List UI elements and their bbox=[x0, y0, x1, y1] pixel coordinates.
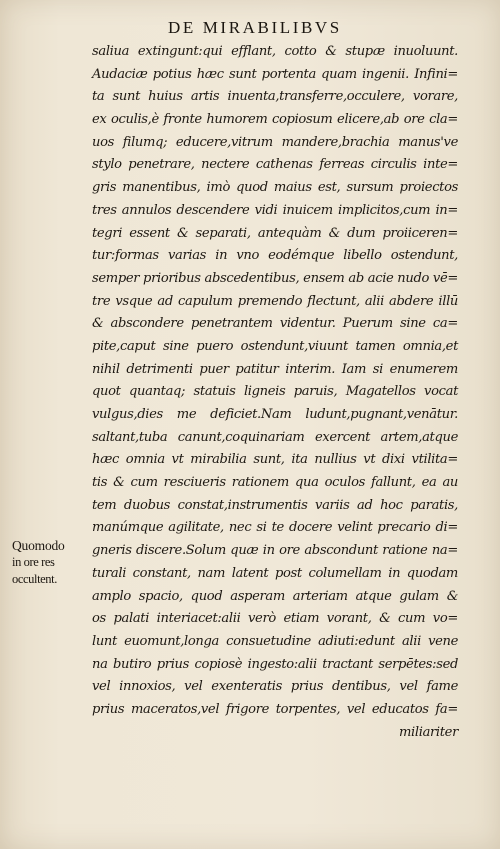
text-line: saliua extingunt:qui efflant, cotto & stupæ inuoluunt. bbox=[92, 44, 458, 59]
marginal-note-line: in ore res bbox=[12, 555, 55, 569]
text-line: stylo penetrare, nectere cathenas ferreas circulis inte= bbox=[92, 157, 458, 173]
marginal-note-line: Quomodo bbox=[12, 538, 65, 553]
text-line: gris manentibus, imò quod maius est, sursum proiectos bbox=[92, 180, 458, 196]
text-line: tis & cum resciueris rationem qua oculos fallunt, ea au bbox=[92, 475, 458, 491]
text-line: amplo spacio, quod asperam arteriam atque gulam & bbox=[92, 588, 458, 604]
text-line: tres annulos descendere vidi inuicem implicitos,cum in= bbox=[92, 202, 458, 218]
text-line: quot quantaq; statuis ligneis paruis, Magatellos vocat bbox=[92, 384, 458, 400]
text-line: miliariter bbox=[398, 724, 458, 740]
text-line: pite,caput sine puero ostendunt,viuunt tamen omnia,et bbox=[92, 338, 458, 354]
text-line: saltant,tuba canunt,coquinariam exercent artem,atque bbox=[92, 429, 458, 445]
text-line: ex oculis,è fronte humorem copiosum elicere,ab ore cla= bbox=[92, 112, 458, 128]
text-line: tur:formas varias in vno eodémque libello ostendunt, bbox=[92, 248, 458, 264]
text-line: na butiro prius copiosè ingesto:alii tractant serpētes:sed bbox=[92, 656, 458, 672]
text-line: hæc omnia vt mirabilia sunt, ita nullius vt dixi vtilita= bbox=[92, 452, 458, 468]
text-line: prius maceratos,vel frigore torpentes, vel educatos fa= bbox=[92, 701, 458, 717]
text-line: tegri essent & separati, antequàm & dum proiiceren= bbox=[92, 225, 458, 241]
text-line: turali constant, nam latent post columellam in quodam bbox=[92, 565, 458, 581]
text-line: ta sunt huius artis inuenta,transferre,occulere, vorare, bbox=[92, 89, 458, 105]
text-line: os palati interiacet:alii verò etiam vorant, & cum vo= bbox=[92, 611, 458, 627]
body-text bbox=[92, 41, 458, 744]
text-line: nihil detrimenti puer patitur interim. Iam si enumerem bbox=[92, 361, 458, 377]
text-line: gneris discere.Solum quæ in ore abscondunt ratione na= bbox=[92, 543, 458, 559]
marginal-note-line: occultent. bbox=[12, 572, 57, 586]
marginal-note bbox=[12, 537, 90, 588]
text-line: tre vsque ad capulum premendo flectunt, alii abdere illū bbox=[92, 293, 458, 309]
text-line: vel innoxios, vel exenteratis prius dentibus, vel fame bbox=[92, 679, 458, 695]
text-line: manúmque agilitate, nec si te docere velint precario di= bbox=[92, 520, 458, 536]
text-line: tem duobus constat,instrumentis variis ad hoc paratis, bbox=[92, 497, 458, 513]
text-line: vulgus,dies me deficiet.Nam ludunt,pugnant,venātur. bbox=[92, 407, 458, 422]
text-line: & abscondere penetrantem videntur. Puerum sine ca= bbox=[92, 316, 458, 332]
text-line: uos filumq; educere,vitrum mandere,brachia manus've bbox=[92, 134, 458, 150]
text-line: lunt euomunt,longa consuetudine adiuti:edunt alii vene bbox=[92, 633, 458, 649]
running-head: DE MIRABILIBVS bbox=[168, 18, 342, 37]
text-line: Audaciæ potius hæc sunt portenta quam ingenii. Infini= bbox=[92, 66, 458, 82]
text-line: semper prioribus abscedentibus, ensem ab acie nudo vē= bbox=[92, 270, 458, 286]
